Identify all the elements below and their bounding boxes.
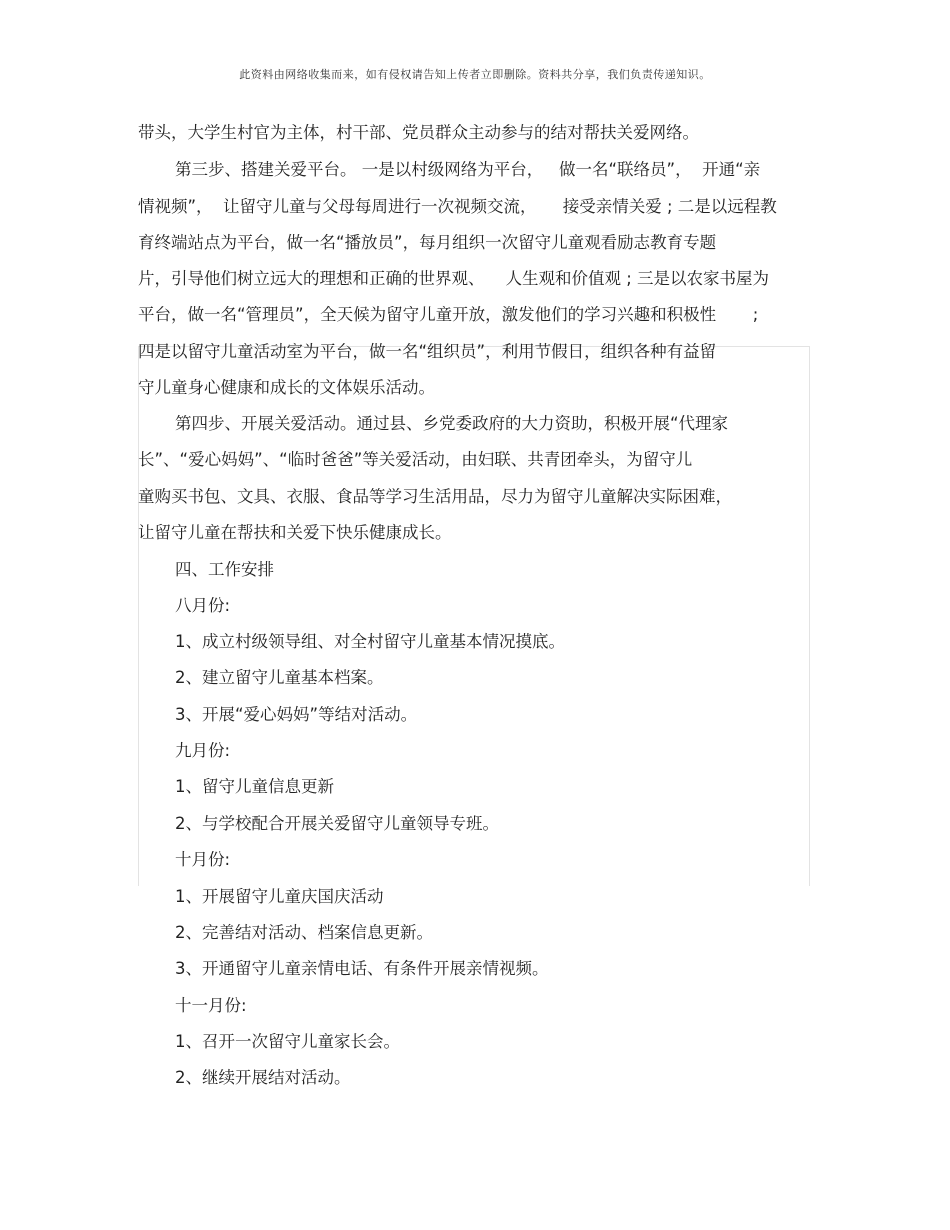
body-line-4: 育终端站点为平台，做一名“播放员”，每月组织一次留守儿童观看励志教育专题 <box>138 233 717 252</box>
month-heading-september: 九月份: <box>175 741 231 760</box>
body-line-2: 第三步、搭建关爱平台。 一是以村级网络为平台， 做一名“联络员”， 开通“亲 <box>175 160 761 179</box>
list-item: 2、建立留守儿童基本档案。 <box>175 668 384 687</box>
list-item: 2、与学校配合开展关爱留守儿童领导专班。 <box>175 814 499 833</box>
body-line-8: 守儿童身心健康和成长的文体娱乐活动。 <box>138 378 435 397</box>
list-item: 2、完善结对活动、档案信息更新。 <box>175 923 433 942</box>
body-line-9: 第四步、开展关爱活动。通过县、乡党委政府的大力资助，积极开展“代理家 <box>175 414 729 433</box>
body-line-7: 四是以留守儿童活动室为平台，做一名“组织员”，利用节假日，组织各种有益留 <box>138 342 717 361</box>
body-line-12: 让留守儿童在帮扶和关爱下快乐健康成长。 <box>138 523 452 542</box>
frame-line-right <box>809 346 810 886</box>
month-heading-august: 八月份: <box>175 596 231 615</box>
header-notice: 此资料由网络收集而来，如有侵权请告知上传者立即删除。资料共分享，我们负责传递知识。 <box>239 68 711 81</box>
body-line-5: 片，引导他们树立远大的理想和正确的世界观、 人生观和价值观 ; 三是以农家书屋为 <box>138 269 770 288</box>
list-item: 1、召开一次留守儿童家长会。 <box>175 1032 400 1051</box>
month-heading-november: 十一月份: <box>175 996 247 1015</box>
frame-line-left <box>138 346 139 886</box>
list-item: 1、成立村级领导组、对全村留守儿童基本情况摸底。 <box>175 632 565 651</box>
body-line-6: 平台，做一名“管理员”，全天候为留守儿童开放，激发他们的学习兴趣和积极性 ; <box>138 305 759 324</box>
body-line-11: 童购买书包、文具、衣服、食品等学习生活用品，尽力为留守儿童解决实际困难， <box>138 487 732 506</box>
list-item: 3、开展“爱心妈妈”等结对活动。 <box>175 705 418 724</box>
month-heading-october: 十月份: <box>175 850 231 869</box>
list-item: 3、开通留守儿童亲情电话、有条件开展亲情视频。 <box>175 959 549 978</box>
body-line-3: 情视频”， 让留守儿童与父母每周进行一次视频交流， 接受亲情关爱 ; 二是以远程教 <box>138 197 777 216</box>
list-item: 1、留守儿童信息更新 <box>175 777 334 796</box>
list-item: 2、继续开展结对活动。 <box>175 1068 351 1087</box>
body-line-10: 长”、“爱心妈妈”、“临时爸爸”等关爱活动，由妇联、共青团牵头，为留守儿 <box>138 450 693 469</box>
body-line-1: 带头，大学生村官为主体，村干部、党员群众主动参与的结对帮扶关爱网络。 <box>138 123 699 142</box>
list-item: 1、开展留守儿童庆国庆活动 <box>175 887 384 906</box>
section-heading-work-plan: 四、工作安排 <box>175 560 274 579</box>
